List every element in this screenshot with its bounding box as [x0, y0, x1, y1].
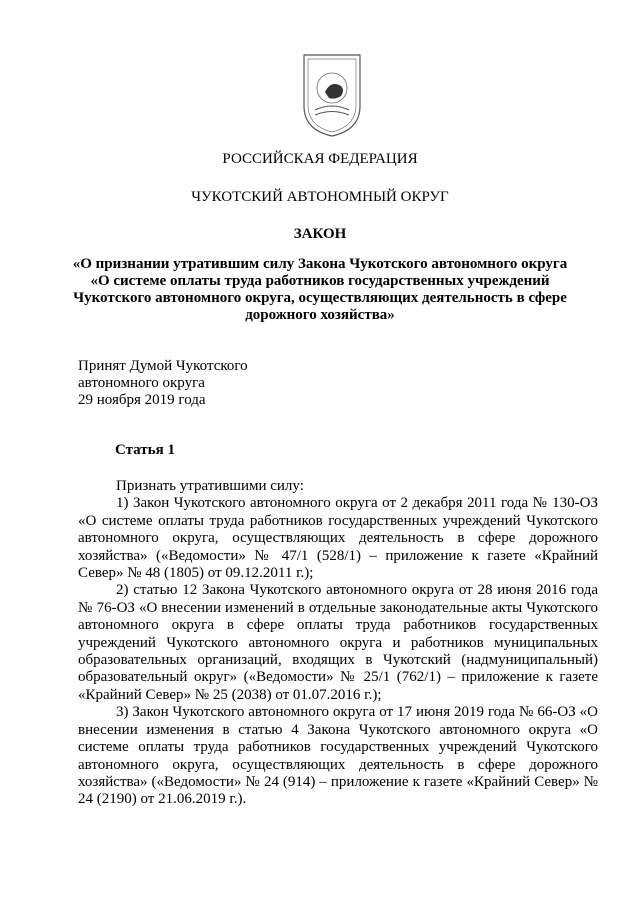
- title-line: «О системе оплаты труда работников государственных учреждений: [90, 273, 550, 289]
- law-title: [60, 256, 580, 324]
- article-item: 2) статью 12 Закона Чукотского автономного округа от 28 июня 2016 года № 76-ОЗ «О внесении изменений в отдельные законодательные акты Чукотского автономного округа в сфере оплаты труда работников государственных учреждений Чукотского автономного округа и работников муниципальных образовательных организаций, входящих в Чукотский (надмуниципальный) образовательный округ» («Ведомости» № 25/1 (762/1) – приложение к газете «Крайний Север» № 25 (2038) от 01.07.2016 г.);: [78, 582, 598, 703]
- title-line: «О признании утратившим силу Закона Чукотского автономного округа: [72, 256, 568, 272]
- country-heading: РОССИЙСКАЯ ФЕДЕРАЦИЯ: [222, 151, 418, 167]
- article-heading: Статья 1: [115, 442, 175, 458]
- coat-of-arms-emblem: [301, 52, 363, 138]
- article-item: 3) Закон Чукотского автономного округа от 17 июня 2019 года № 66-ОЗ «О внесении изменения в статью 4 Закона Чукотского автономного округа «О системе оплаты труда работников государственных учреждений Чукотского автономного округа, осуществляющих деятельность в сфере дорожного хозяйства» («Ведомости» № 24 (914) – приложение к газете «Крайний Север» № 24 (2190) от 21.06.2019 г.).: [78, 704, 598, 808]
- adoption-line: автономного округа: [78, 375, 205, 391]
- adoption-note: [78, 358, 248, 409]
- article-item: 1) Закон Чукотского автономного округа от 2 декабря 2011 года № 130-ОЗ «О системе оплаты труда работников государственных учреждений Чукотского автономного округа, осуществляющих деятельность в сфере дорожного хозяйства» («Ведомости» № 47/1 (528/1) – приложение к газете «Крайний Север» № 48 (1805) от 09.12.2011 г.);: [78, 495, 598, 582]
- adoption-line: Принят Думой Чукотского: [78, 358, 248, 374]
- region-heading: ЧУКОТСКИЙ АВТОНОМНЫЙ ОКРУГ: [191, 189, 449, 205]
- title-line: дорожного хозяйства»: [245, 307, 395, 323]
- adoption-line: 29 ноября 2019 года: [78, 392, 206, 408]
- article-intro: Признать утратившими силу:: [116, 478, 304, 494]
- document-type: ЗАКОН: [293, 226, 347, 242]
- title-line: Чукотского автономного округа, осуществляющих деятельность в сфере: [73, 290, 567, 306]
- article-body: [78, 478, 598, 809]
